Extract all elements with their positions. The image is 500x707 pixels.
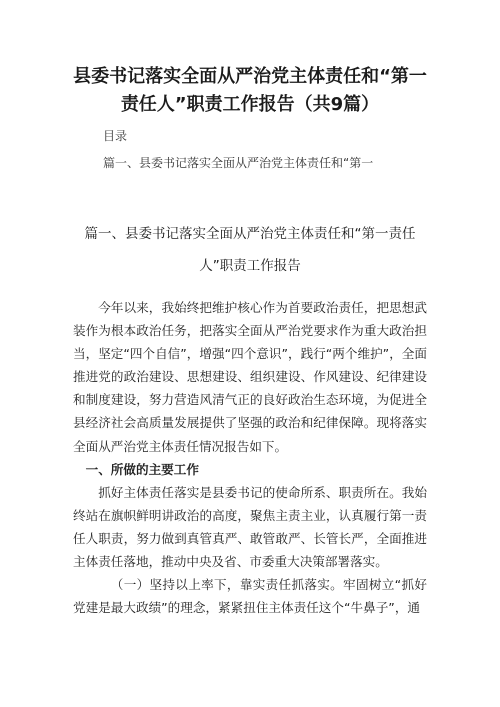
section-heading-1: 一、所做的主要工作 — [85, 461, 199, 477]
body-paragraph-2: 抓好主体责任落实是县委书记的使命所系、职责所在。我始终站在旗帜鲜明讲政治的高度，聚焦主责主业，认真履行第一责任人职责，努力做到真管真严、敢管敢严、长管长严，全面推进主体责任落地，推动中央及省、市委重大决策部署落实。 — [73, 484, 427, 570]
document-title: 县委书记落实全面从严治党主体责任和“第一责任人”职责工作报告（共9篇） — [73, 66, 427, 115]
toc-item-1[interactable]: 篇一、县委书记落实全面从严治党主体责任和“第一 — [103, 156, 374, 170]
body-paragraph-3: （一）坚持以上率下，靠实责任抓落实。牢固树立“抓好党建是最大政绩”的理念，紧紧扭住主体责任这个“牛鼻子”，通 — [73, 577, 427, 616]
toc-heading: 目录 — [103, 129, 128, 143]
body-paragraph-intro: 今年以来，我始终把维护核心作为首要政治责任，把思想武装作为根本政治任务，把落实全面从严治党要求作为重大政治担当，坚定“四个自信”，增强“四个意识”，践行“两个维护”，全面推进党的政治建设、思想建设、组织建设、作风建设、纪律建设和制度建设，努力营造风清气正的良好政治生态环境，为促进全县经济社会高质量发展提供了坚强的政治和纪律保障。现将落实全面从严治党主体责任情况报告如下。 — [73, 300, 427, 454]
article-title: 篇一、县委书记落实全面从严治党主体责任和“第一责任人”职责工作报告 — [84, 226, 416, 274]
article-body — [73, 296, 427, 619]
